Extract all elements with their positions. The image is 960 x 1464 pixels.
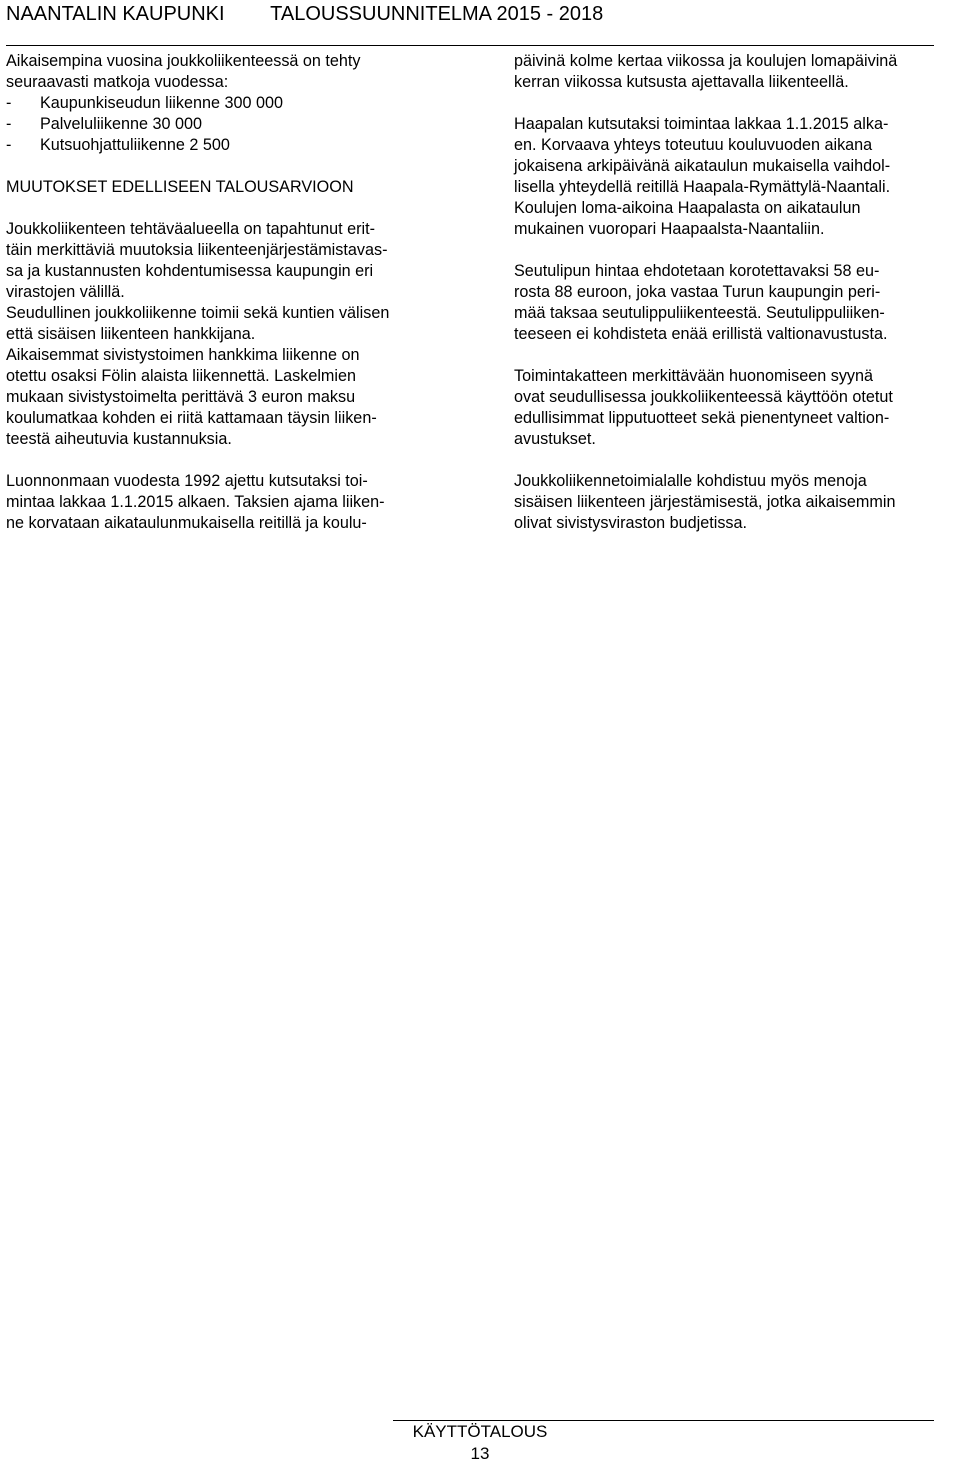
list-item [6, 93, 446, 114]
header-divider [6, 45, 934, 46]
left-column [6, 51, 446, 534]
list-item-text: Palveluliikenne 30 000 [40, 115, 202, 133]
paragraph: päivinä kolme kertaa viikossa ja koulujen lomapäivinä kerran viikossa kutsusta ajettavalla liikenteellä. [514, 52, 898, 91]
section-heading: MUUTOKSET EDELLISEEN TALOUSARVIOON [6, 178, 354, 196]
paragraph: Luonnonmaan vuodesta 1992 ajettu kutsutaksi toi- mintaa lakkaa 1.1.2015 alkaen. Taksien ajama liiken- ne korvataan aikataulunmukaisella reitillä ja koulu- [6, 472, 385, 532]
paragraph: Seudullinen joukkoliikenne toimii sekä kuntien välisen että sisäisen liikenteen hankkijana. [6, 304, 390, 343]
organization-name: NAANTALIN KAUPUNKI [6, 3, 225, 25]
paragraph: Joukkoliikennetoimialalle kohdistuu myös menoja sisäisen liikenteen järjestämisestä, jotka aikaisemmin olivat sivistysviraston budjetissa. [514, 472, 896, 532]
paragraph: Toimintakatteen merkittävään huonomiseen syynä ovat seudullisessa joukkoliikenteessä käyttöön otetut edullisimmat lipputuotteet sekä pienentyneet valtion- avustukset. [514, 367, 893, 448]
list-dash: - [6, 94, 12, 112]
list-item [6, 114, 446, 135]
right-column [514, 51, 954, 534]
footer-divider [393, 1420, 934, 1421]
page-header [6, 2, 936, 26]
list-dash: - [6, 115, 12, 133]
list-item-text: Kaupunkiseudun liikenne 300 000 [40, 94, 284, 112]
paragraph: Seutulipun hintaa ehdotetaan korotettavaksi 58 eu- rosta 88 euroon, joka vastaa Turun kaupungin peri- mää taksaa seutulippuliikenteestä. Seutulippuliiken- teeseen ei kohdisteta enää erillistä valtionavustusta. [514, 262, 888, 343]
footer-section-title [0, 1422, 960, 1442]
list-item-text: Kutsuohjattuliikenne 2 500 [40, 136, 230, 154]
page-number: 13 [470, 1444, 490, 1463]
plan-title: TALOUSSUUNNITELMA 2015 - 2018 [270, 3, 604, 25]
list-item [6, 135, 446, 156]
paragraph: Aikaisemmat sivistystoimen hankkima liikenne on otettu osaksi Fölin alaista liikennettä. Laskelmien mukaan sivistystoimelta perittävä 3 euron maksu koulumatkaa kohden ei riitä kattamaan täysin liiken- teestä aiheutuvia kustannuksia. [6, 346, 377, 448]
trips-list [6, 93, 446, 156]
list-dash: - [6, 136, 12, 154]
section-name: KÄYTTÖTALOUS [412, 1422, 548, 1441]
paragraph: Haapalan kutsutaksi toimintaa lakkaa 1.1.2015 alka- en. Korvaava yhteys toteutuu kouluvuoden aikana jokaisena arkipäivänä aikataulun mukaisella vaihdol- lisella yhteydellä reitillä Haapala-Rymättylä-Naantali. Koulujen loma-aikoina Haapalasta on aikataulun mukainen vuoropari Haapaalsta-Naantaliin. [514, 115, 891, 238]
paragraph: Joukkoliikenteen tehtäväalueella on tapahtunut erit- täin merkittäviä muutoksia liikenteenjärjestämistavas- sa ja kustannusten kohdentumisessa kaupungin eri virastojen välillä. [6, 220, 388, 301]
trips-intro: Aikaisempina vuosina joukkoliikenteessä on tehty seuraavasti matkoja vuodessa: [6, 52, 361, 91]
